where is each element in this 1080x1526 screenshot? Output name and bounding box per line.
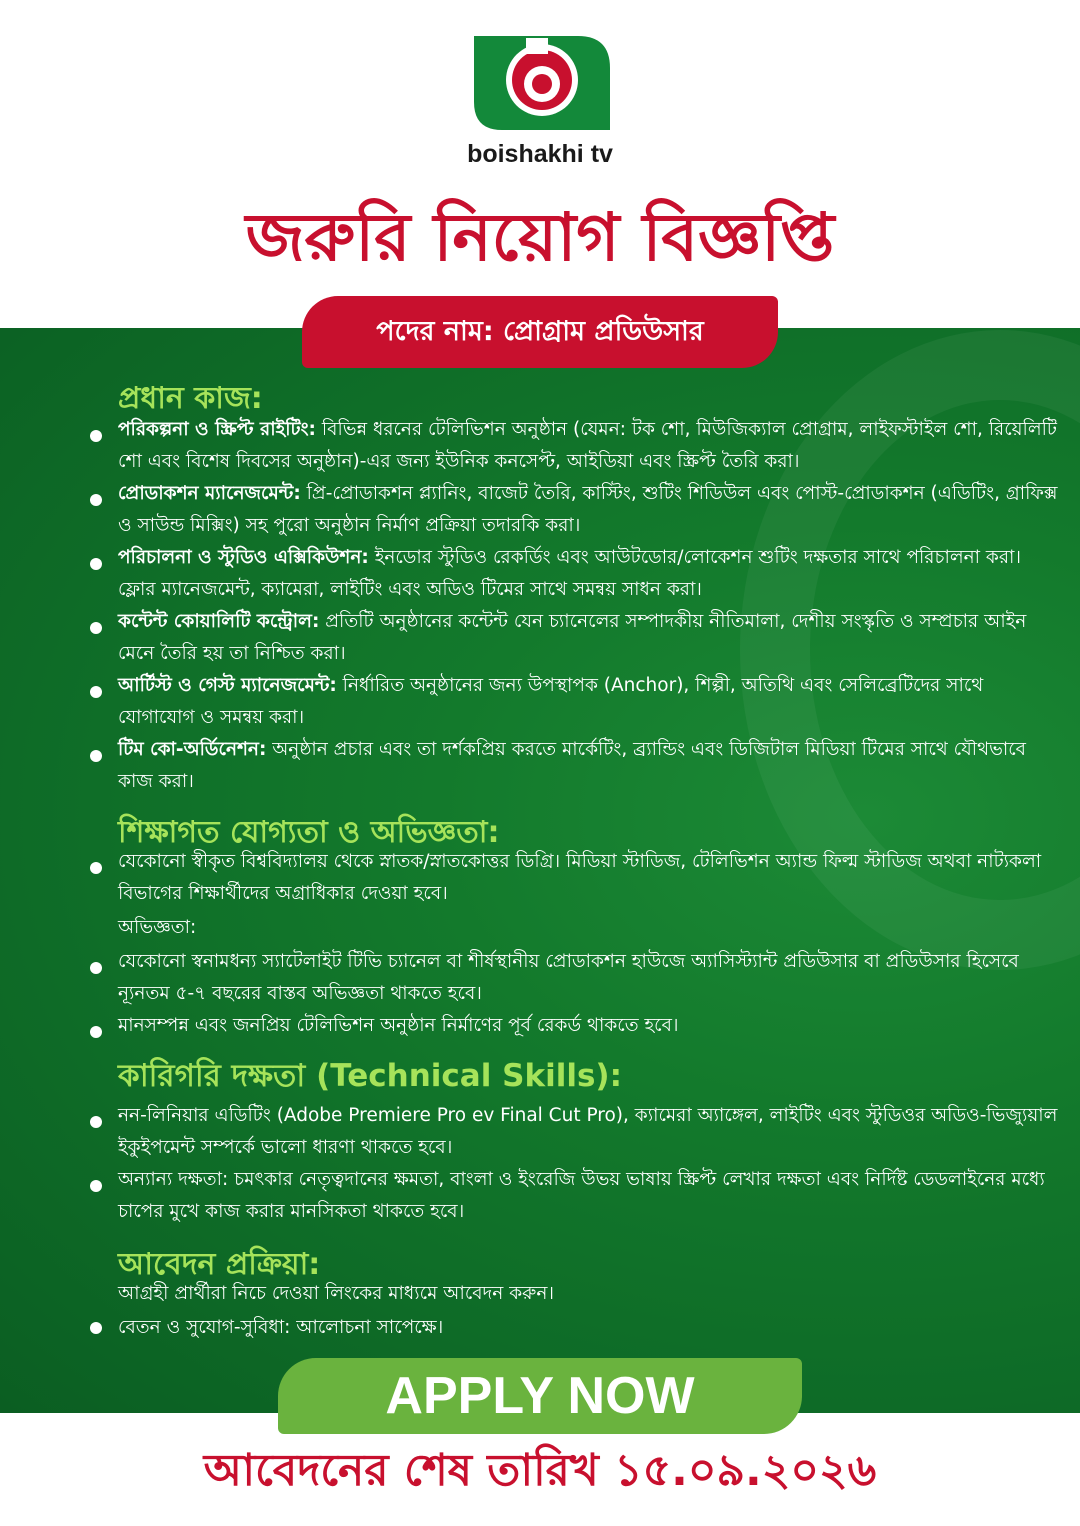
duty-text: বিভিন্ন ধরনের টেলিভিশন অনুষ্ঠান (যেমন: টক শো, মিউজিক্যাল প্রোগ্রাম, লাইফস্টাইল শো, রিয়েলিটি শো এবং বিশেষ দিবসের অনুষ্ঠান)-এর জন্য ইউনিক কনসেপ্ট, আইডিয়া এবং স্ক্রিপ্ট তৈরি করা। [118, 419, 1057, 472]
duty-label: টিম কো-অর্ডিনেশন: [118, 739, 267, 760]
bullet [90, 1322, 102, 1334]
duty-item [118, 606, 1063, 670]
bullet [90, 1180, 102, 1192]
duty-text: প্রি-প্রোডাকশন প্ল্যানিং, বাজেট তৈরি, কাস্টিং, শুটিং শিডিউল এবং পোস্ট-প্রোডাকশন (এডিটিং, গ্রাফিক্স ও সাউন্ড মিক্সিং) সহ পুরো অনুষ্ঠান নির্মাণ প্রক্রিয়া তদারকি করা। [118, 483, 1058, 536]
section-heading-application: আবেদন প্রক্রিয়া: [118, 1247, 321, 1282]
duty-label: পরিচালনা ও স্টুডিও এক্সিকিউশন: [118, 547, 369, 568]
duty-label: প্রোডাকশন ম্যানেজমেন্ট: [118, 483, 301, 504]
education-degree: যেকোনো স্বীকৃত বিশ্ববিদ্যালয় থেকে স্নাতক/স্নাতকোত্তর ডিগ্রি। মিডিয়া স্টাডিজ, টেলিভিশন অ্যান্ড ফিল্ম স্টাডিজ অথবা নাট্যকলা বিভাগের শিক্ষার্থীদের অগ্রাধিকার দেওয়া হবে। [118, 851, 1042, 904]
section-heading-education: শিক্ষাগত যোগ্যতা ও অভিজ্ঞতা: [118, 815, 500, 850]
bullet [90, 862, 102, 874]
duty-text: অনুষ্ঠান প্রচার এবং তা দর্শকপ্রিয় করতে মার্কেটিং, ব্র্যান্ডিং এবং ডিজিটাল মিডিয়া টিমের সাথে যৌথভাবে কাজ করা। [118, 739, 1026, 792]
experience-item: যেকোনো স্বনামধন্য স্যাটেলাইট টিভি চ্যানেল বা শীর্ষস্থানীয় প্রোডাকশন হাউজে অ্যাসিস্ট্যান্ট প্রডিউসার বা প্রডিউসার হিসেবে ন্যূনতম ৫-৭ বছরের বাস্তব অভিজ্ঞতা থাকতে হবে। [118, 951, 1019, 1004]
boishakhi-tv-logo [460, 28, 620, 138]
bullet [90, 686, 102, 698]
section-heading-main-duties: প্রধান কাজ: [118, 381, 263, 416]
bullet [90, 1026, 102, 1038]
technical-item: নন-লিনিয়ার এডিটিং (Adobe Premiere Pro ev Final Cut Pro), ক্যামেরা অ্যাঙ্গেল, লাইটিং এবং স্টুডিওর অডিও-ভিজ্যুয়াল ইকুইপমেন্ট সম্পর্কে ভালো ধারণা থাকতে হবে। [118, 1105, 1058, 1158]
bullet [90, 1116, 102, 1128]
salary-note: বেতন ও সুযোগ-সুবিধা: আলোচনা সাপেক্ষে। [118, 1317, 444, 1338]
duty-item [118, 478, 1063, 542]
technical-item: অন্যান্য দক্ষতা: চমৎকার নেতৃত্বদানের ক্ষমতা, বাংলা ও ইংরেজি উভয় ভাষায় স্ক্রিপ্ট লেখার দক্ষতা এবং নির্দিষ্ট ডেডলাইনের মধ্যে চাপের মুখে কাজ করার মানসিকতা থাকতে হবে। [118, 1169, 1045, 1222]
duty-item [118, 734, 1063, 798]
application-deadline: আবেদনের শেষ তারিখ ১৫.০৯.২০২৬ [203, 1445, 877, 1496]
duty-text: প্রতিটি অনুষ্ঠানের কন্টেন্ট যেন চ্যানেলের সম্পাদকীয় নীতিমালা, দেশীয় সংস্কৃতি ও সম্প্রচার আইন মেনে তৈরি হয় তা নিশ্চিত করা। [118, 611, 1027, 664]
duty-text: ইনডোর স্টুডিও রেকর্ডিং এবং আউটডোর/লোকেশন শুটিং দক্ষতার সাথে পরিচালনা করা। ফ্লোর ম্যানেজমেন্ট, ক্যামেরা, লাইটিং এবং অডিও টিমের সাথে সমন্বয় সাধন করা। [118, 547, 1022, 600]
duty-item [118, 414, 1063, 478]
duty-label: পরিকল্পনা ও স্ক্রিপ্ট রাইটিং: [118, 419, 316, 440]
duty-item [118, 670, 1063, 734]
bullet [90, 494, 102, 506]
section-heading-technical-skills: কারিগরি দক্ষতা (Technical Skills): [118, 1058, 622, 1094]
page-title: জরুরি নিয়োগ বিজ্ঞপ্তি [245, 199, 835, 276]
brand-name: boishakhi tv [467, 140, 613, 168]
experience-label: অভিজ্ঞতা: [118, 917, 197, 938]
duty-label: কন্টেন্ট কোয়ালিটি কন্ট্রোল: [118, 611, 320, 632]
bullet [90, 962, 102, 974]
post-title-ribbon: পদের নাম: প্রোগ্রাম প্রডিউসার [302, 296, 778, 368]
application-instruction: আগ্রহী প্রার্থীরা নিচে দেওয়া লিংকের মাধ্যমে আবেদন করুন। [118, 1283, 554, 1304]
bullet [90, 558, 102, 570]
apply-now-button[interactable]: APPLY NOW [278, 1358, 802, 1434]
experience-item: মানসম্পন্ন এবং জনপ্রিয় টেলিভিশন অনুষ্ঠান নির্মাণের পূর্ব রেকর্ড থাকতে হবে। [118, 1015, 679, 1036]
duty-text: নির্ধারিত অনুষ্ঠানের জন্য উপস্থাপক (Anchor), শিল্পী, অতিথি এবং সেলিব্রেটিদের সাথে যোগাযোগ ও সমন্বয় করা। [118, 675, 984, 728]
bullet [90, 750, 102, 762]
bullet [90, 622, 102, 634]
duty-item [118, 542, 1063, 606]
duty-label: আর্টিস্ট ও গেস্ট ম্যানেজমেন্ট: [118, 675, 337, 696]
bullet [90, 430, 102, 442]
